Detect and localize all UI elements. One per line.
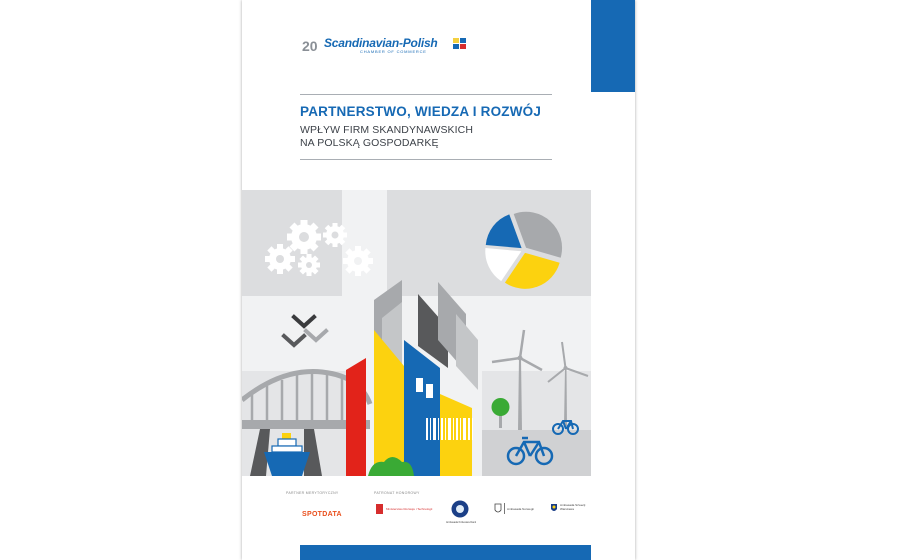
globe-emblem-icon [451, 500, 469, 518]
chamber-name: Scandinavian-Polish [324, 36, 438, 50]
window-icon [426, 384, 433, 398]
partner-text: Ambasada Królestwa Danii [446, 521, 477, 524]
cover-illustration [242, 190, 591, 476]
title-bottom-rule [300, 159, 552, 160]
report-subtitle [300, 124, 540, 150]
barcode-icon [426, 418, 473, 440]
partner-label: PARTNER MERYTORYCZNY [286, 491, 339, 495]
partner-logo-sweden[interactable] [550, 502, 600, 516]
subtitle-line-2: NA POLSKĄ GOSPODARKĘ [300, 137, 439, 149]
crown-emblem-icon [550, 502, 558, 513]
partner-logo-denmark[interactable] [446, 500, 486, 526]
spotdata-logo[interactable] [302, 503, 342, 521]
partner-logo-norway[interactable] [494, 503, 540, 517]
flag-squares-icon [453, 38, 469, 50]
cover-blue-tab [591, 0, 635, 92]
anniversary-number: 20 [302, 38, 318, 54]
partner-logo-ministry[interactable] [376, 502, 436, 518]
lion-emblem-icon [494, 503, 502, 514]
subtitle-line-1: WPŁYW FIRM SKANDYNAWSKICH [300, 124, 474, 136]
partner-text: Ambasada Szwecji Warszawa [560, 503, 586, 511]
spotdata-text: SPOTDATA [302, 511, 342, 518]
window-icon [416, 378, 423, 392]
chamber-logo [302, 36, 482, 56]
honorary-label: PATRONAT HONOROWY [374, 491, 420, 495]
partner-text: Ambasada Norwegii [507, 507, 534, 511]
report-title: PARTNERSTWO, WIEDZA I ROZWÓJ [300, 104, 542, 119]
chamber-tagline: CHAMBER OF COMMERCE [360, 49, 427, 54]
partner-text: Ministerstwo Rozwoju i Technologii [386, 507, 433, 511]
title-top-rule [300, 94, 552, 95]
emblem-red-icon [376, 504, 383, 514]
cover-bottom-bar [300, 545, 591, 560]
report-cover [242, 0, 635, 560]
